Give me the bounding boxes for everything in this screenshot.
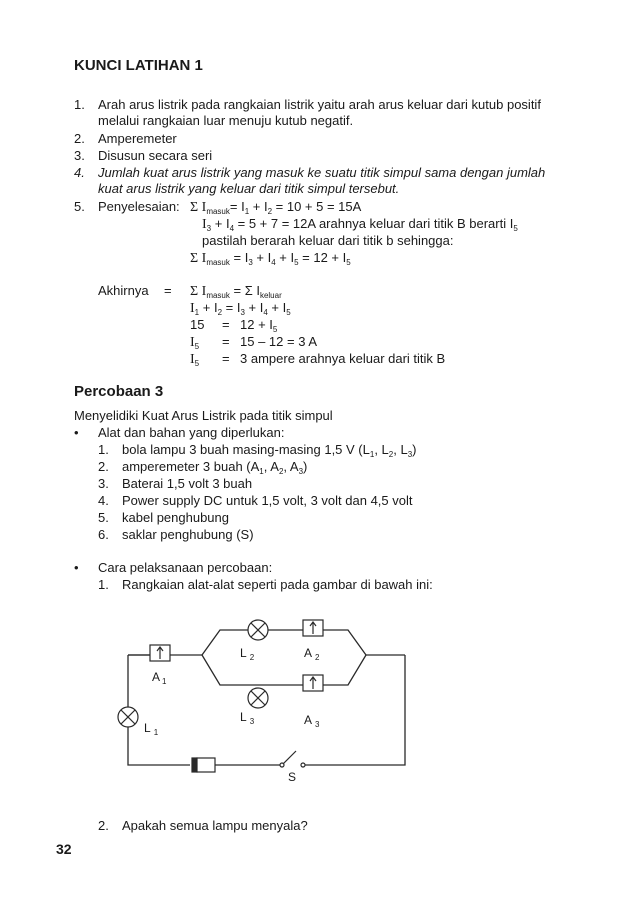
lamp-l3-label: L $_3$ bbox=[240, 710, 255, 726]
answer-text: Amperemeter bbox=[98, 131, 177, 146]
tool-5: 5. kabel penghubung bbox=[98, 510, 229, 525]
equation-line-3: pastilah berarah keluar dari titik b sehingga: bbox=[202, 233, 454, 248]
tool-4: 4. Power supply DC untuk 1,5 volt, 3 volt dan 4,5 volt bbox=[98, 493, 413, 508]
tool-6: 6. saklar penghubung (S) bbox=[98, 527, 254, 542]
finally-line-2: $I_1 + I_2 = I_3 + I_4 + I_5$ bbox=[190, 300, 291, 317]
lamp-l2-icon bbox=[248, 620, 268, 640]
ammeter-a1-label: A $_1$ bbox=[152, 670, 167, 686]
finally-equals: = bbox=[164, 283, 172, 298]
answer-key-heading: KUNCI LATIHAN 1 bbox=[74, 57, 203, 74]
answer-number: 4. bbox=[74, 165, 85, 180]
answer-text: Arah arus listrik pada rangkaian listrik yaitu arah arus keluar dari kutub positif bbox=[98, 97, 541, 112]
ammeter-a1-icon bbox=[150, 645, 170, 661]
answer-number: 3. bbox=[74, 148, 85, 163]
experiment-intro: Menyelidiki Kuat Arus Listrik pada titik simpul bbox=[74, 408, 333, 423]
tool-3: 3. Baterai 1,5 volt 3 buah bbox=[98, 476, 253, 491]
answer-2 bbox=[74, 131, 177, 147]
answer-3 bbox=[74, 148, 212, 164]
finally-line-4: $I_5 = 15 - 12 = 3$ A bbox=[190, 334, 317, 351]
answer-label: Penyelesaian: bbox=[98, 199, 180, 214]
finally-label: Akhirnya bbox=[98, 283, 149, 298]
procedure-step-2: 2. Apakah semua lampu menyala? bbox=[98, 818, 308, 833]
tool-2: 2. amperemeter 3 buah ($A_1$, $A_2$, $A_3$) bbox=[98, 459, 308, 476]
procedure-step-1: 1. Rangkaian alat-alat seperti pada gambar di bawah ini: bbox=[98, 577, 433, 592]
finally-line-5: $I_5 = 3$ ampere arahnya keluar dari titik B bbox=[190, 351, 446, 368]
finally-line-3: $15 = 12 + I_5$ bbox=[190, 317, 278, 334]
circuit-diagram bbox=[110, 605, 410, 785]
lamp-l1-icon bbox=[118, 707, 138, 727]
bullet-icon: • bbox=[74, 560, 79, 575]
lamp-l2-label: L $_2$ bbox=[240, 646, 255, 662]
equation-line-1: Σ $I_{masuk}= I_1 + I_2 = 10 + 5 = 15A$ bbox=[190, 199, 362, 216]
finally-line-1: Σ $I_{masuk} = \Sigma$ $I_{keluar}$ bbox=[190, 283, 282, 300]
answer-text: Disusun secara seri bbox=[98, 148, 213, 163]
answer-number: 1. bbox=[74, 97, 85, 112]
ammeter-a3-label: A $_3$ bbox=[304, 713, 320, 729]
bullet-tools: • Alat dan bahan yang diperlukan: bbox=[74, 425, 285, 440]
answer-4 bbox=[74, 165, 545, 197]
bullet-icon: • bbox=[74, 425, 79, 440]
answer-number: 2. bbox=[74, 131, 85, 146]
ammeter-a2-icon bbox=[303, 620, 323, 636]
answer-text: kuat arus listrik yang keluar dari titik simpul tersebut. bbox=[98, 181, 400, 196]
experiment-heading: Percobaan 3 bbox=[74, 383, 164, 400]
battery-icon bbox=[192, 758, 215, 772]
answer-number: 5. bbox=[74, 199, 85, 214]
lamp-l1-label: L $_1$ bbox=[144, 721, 159, 737]
answer-text: melalui rangkaian luar menuju kutub negatif. bbox=[98, 113, 354, 128]
ammeter-a3-icon bbox=[303, 675, 323, 691]
switch-icon bbox=[280, 751, 305, 767]
equation-line-4: Σ $I_{masuk} = I_3 + I_4 + I_5 = 12 + I_5$ bbox=[190, 250, 351, 267]
bullet-procedure: • Cara pelaksanaan percobaan: bbox=[74, 560, 273, 575]
lamp-l3-icon bbox=[248, 688, 268, 708]
page-number: 32 bbox=[56, 841, 72, 857]
tool-1: 1. bola lampu 3 buah masing-masing 1,5 V ($L_1$, $L_2$, $L_3$) bbox=[98, 442, 417, 459]
equation-line-2: $I_3 + I_4 = 5 + 7 = 12A$ arahnya keluar dari titik B berarti $I_5$ bbox=[202, 216, 518, 233]
answer-1 bbox=[74, 97, 541, 129]
ammeter-a2-label: A $_2$ bbox=[304, 646, 320, 662]
switch-label: S bbox=[288, 770, 297, 784]
answer-text: Jumlah kuat arus listrik yang masuk ke suatu titik simpul sama dengan jumlah bbox=[98, 165, 546, 180]
answer-5 bbox=[74, 199, 180, 215]
